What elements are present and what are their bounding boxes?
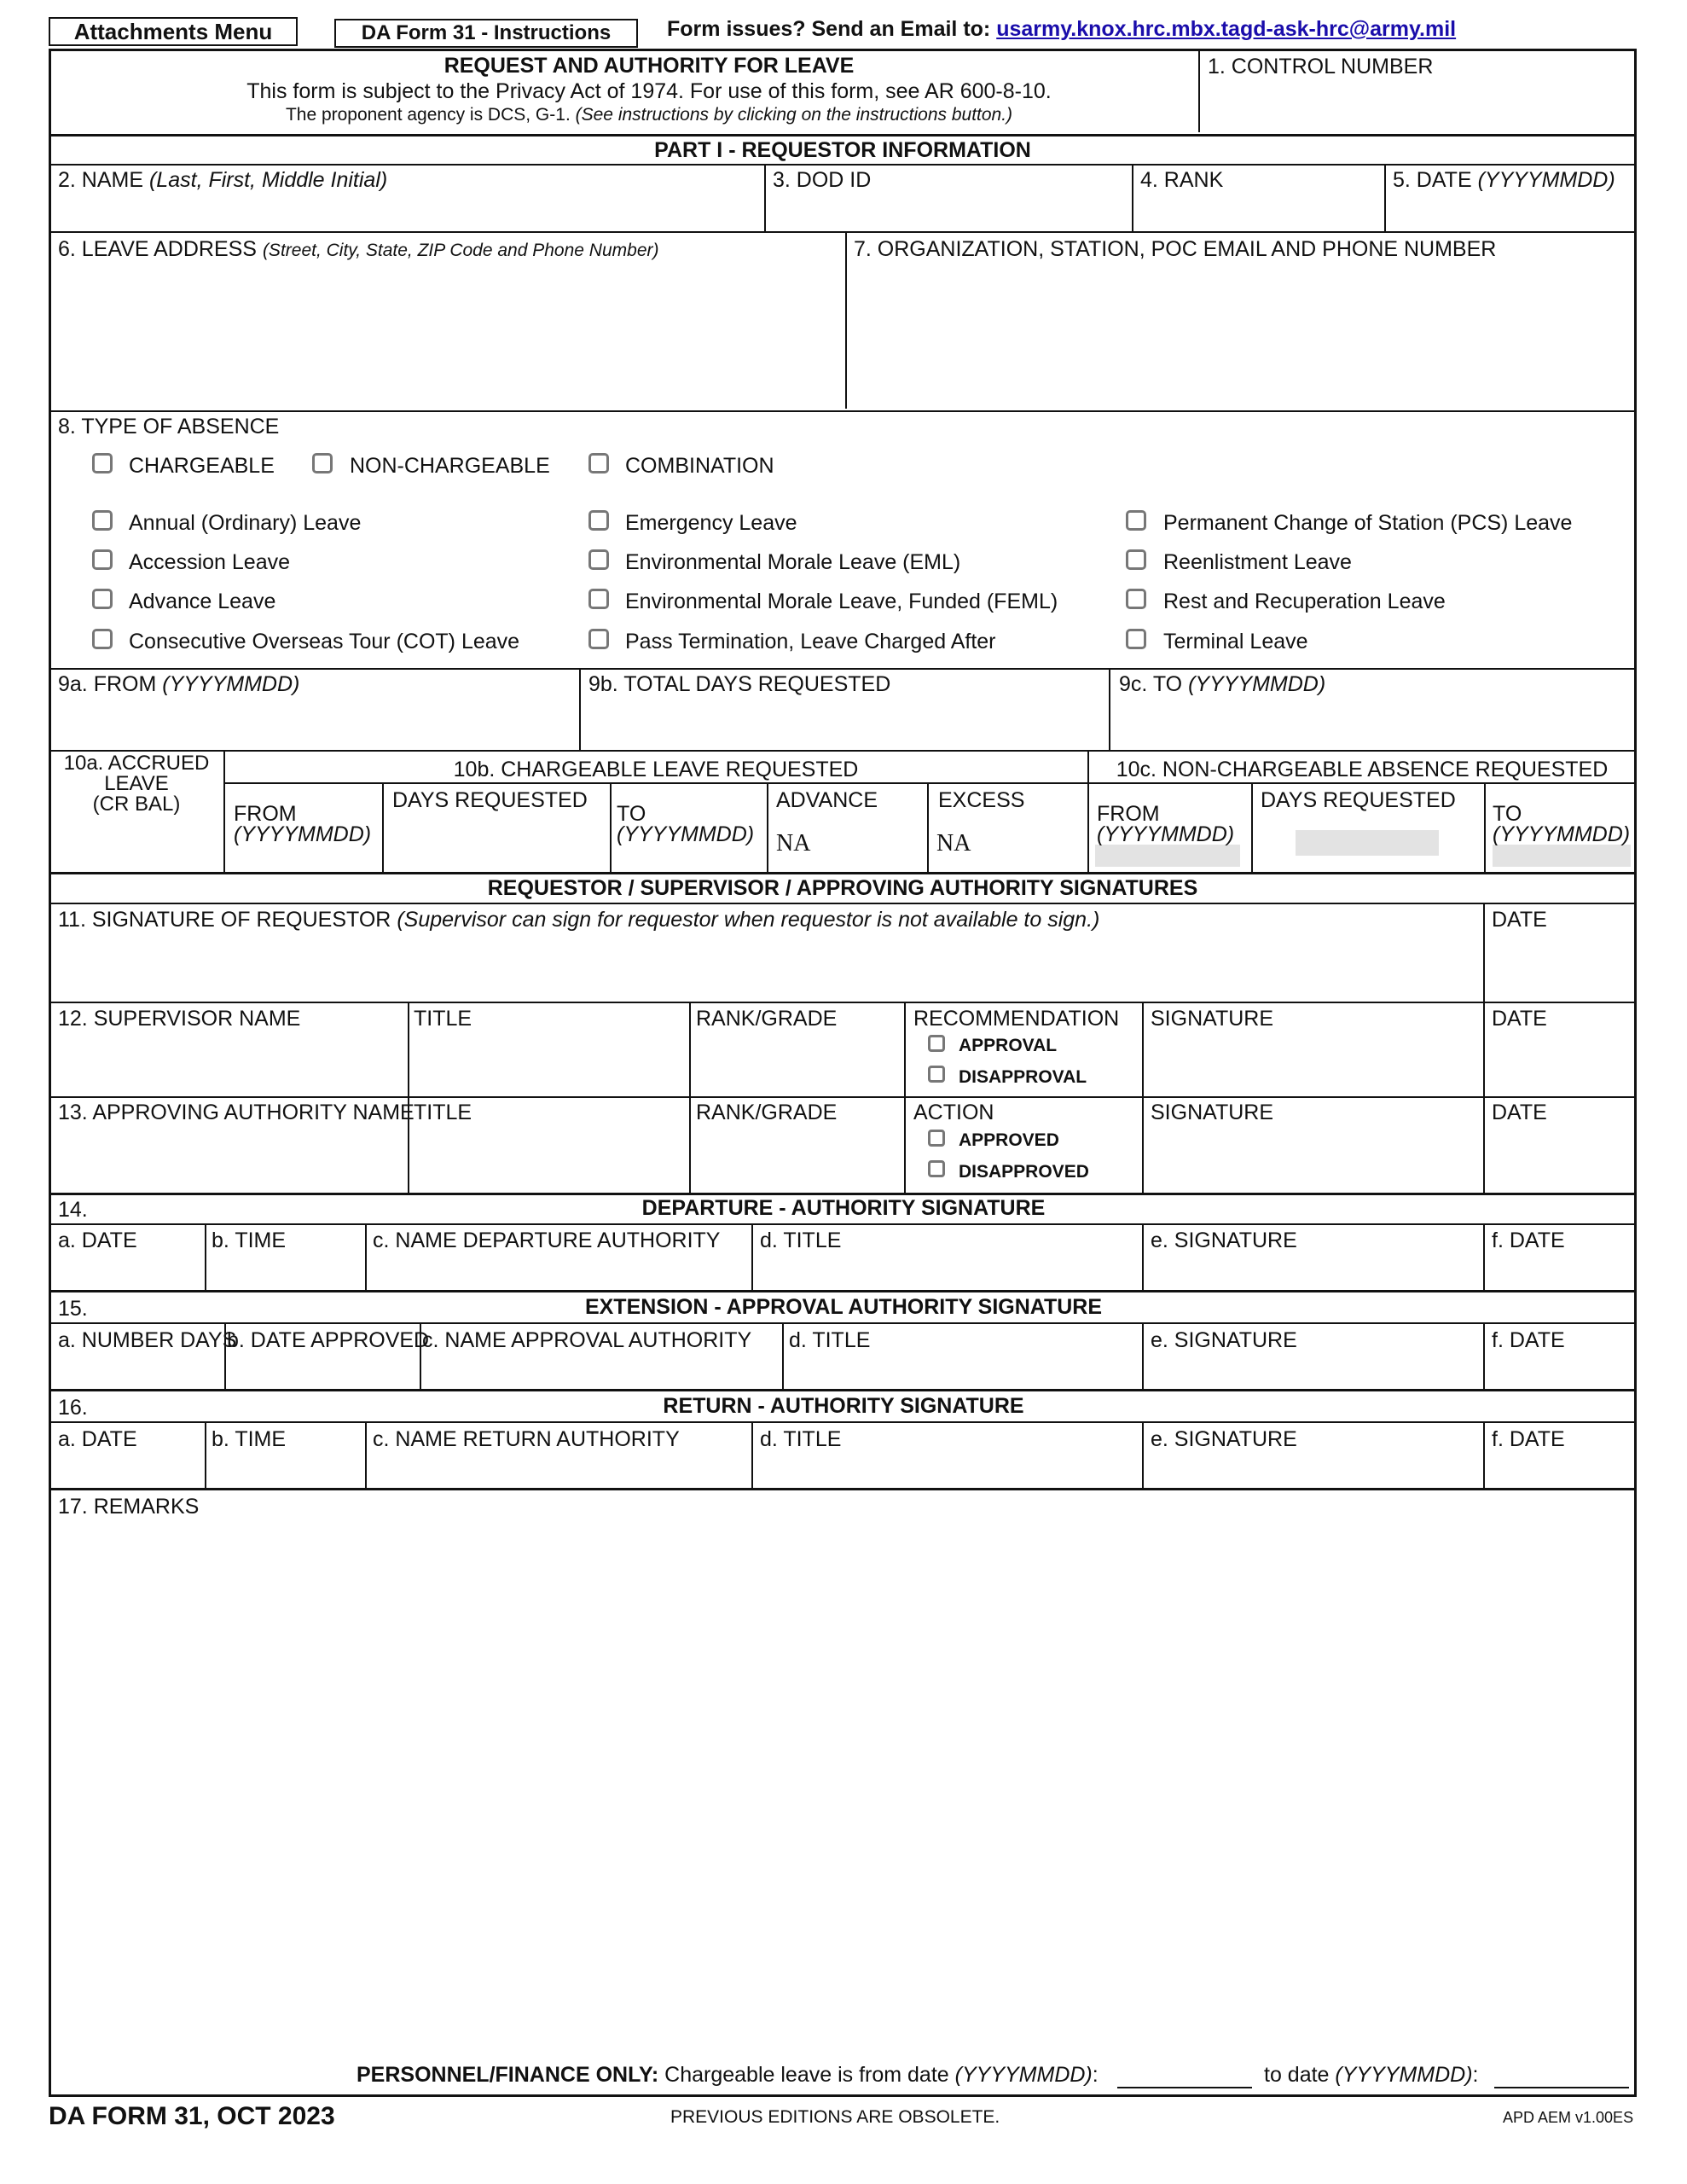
control-number-label: 1. CONTROL NUMBER xyxy=(1208,55,1434,78)
supervisor-signature-label: SIGNATURE xyxy=(1151,1007,1273,1031)
return-f-date-field[interactable] xyxy=(1486,1454,1633,1486)
disapproved-label: DISAPPROVED xyxy=(959,1162,1089,1182)
rank-label: 4. RANK xyxy=(1140,168,1224,192)
to-date-label xyxy=(1119,672,1325,696)
approval-checkbox[interactable] xyxy=(928,1035,945,1052)
eml-label: Environmental Morale Leave (EML) xyxy=(625,550,961,574)
departure-time-label: b. TIME xyxy=(212,1228,287,1252)
instructions-button[interactable]: DA Form 31 - Instructions xyxy=(334,19,638,48)
name-label-text: 2. NAME xyxy=(58,168,144,192)
chargeable-days-field[interactable] xyxy=(384,816,609,870)
accrued-leave-label xyxy=(51,753,222,815)
requestor-signature-text: 11. SIGNATURE OF REQUESTOR xyxy=(58,908,391,932)
divider xyxy=(49,1322,1636,1324)
requestor-date-label: DATE xyxy=(1492,908,1547,932)
accession-leave-checkbox[interactable] xyxy=(92,549,113,570)
approving-signature-field[interactable] xyxy=(1145,1128,1482,1191)
feml-checkbox[interactable] xyxy=(588,589,609,609)
divider xyxy=(49,872,1636,874)
departure-f-date-field[interactable] xyxy=(1486,1256,1633,1288)
chargeable-leave-heading: 10b. CHARGEABLE LEAVE REQUESTED xyxy=(453,758,859,781)
nonchargeable-to-hint: (YYYYMMDD) xyxy=(1493,822,1631,846)
divider xyxy=(49,1096,1636,1098)
approving-date-field[interactable] xyxy=(1486,1128,1633,1191)
rr-leave-checkbox[interactable] xyxy=(1126,589,1146,609)
emergency-leave-label: Emergency Leave xyxy=(625,511,797,535)
recommendation-label: RECOMMENDATION xyxy=(913,1007,1120,1031)
personnel-finance-line xyxy=(357,2063,1099,2088)
divider xyxy=(1484,783,1486,872)
extension-days-label: a. NUMBER DAYS xyxy=(58,1328,237,1352)
rr-leave-label: Rest and Recuperation Leave xyxy=(1163,590,1446,613)
form-issues-notice xyxy=(667,17,1456,42)
departure-title-label: d. TITLE xyxy=(760,1228,842,1252)
return-signature-label: e. SIGNATURE xyxy=(1151,1427,1297,1451)
divider xyxy=(845,232,847,409)
name-label xyxy=(58,168,387,192)
extension-authority-label: c. NAME APPROVAL AUTHORITY xyxy=(422,1328,752,1352)
from-date-label xyxy=(58,672,299,696)
signatures-heading: REQUESTOR / SUPERVISOR / APPROVING AUTHORITY SIGNATURES xyxy=(487,876,1198,900)
divider xyxy=(224,1323,226,1389)
chargeable-checkbox[interactable] xyxy=(92,453,113,473)
departure-time-field[interactable] xyxy=(207,1256,364,1288)
from-date-label-text: 9a. FROM xyxy=(58,672,157,696)
extension-signature-field[interactable] xyxy=(1145,1355,1482,1387)
nonchargeable-from-label: FROM xyxy=(1097,802,1160,826)
section-16-number: 16. xyxy=(58,1396,88,1420)
extension-f-date-field[interactable] xyxy=(1486,1355,1633,1387)
terminal-leave-checkbox[interactable] xyxy=(1126,629,1146,649)
return-title-field[interactable] xyxy=(754,1454,1141,1486)
requestor-date-field[interactable] xyxy=(1486,933,1633,1000)
approving-rank-field[interactable] xyxy=(692,1128,903,1191)
cot-leave-checkbox[interactable] xyxy=(92,629,113,649)
chargeable-from-hint: (YYYYMMDD) xyxy=(234,822,372,846)
divider xyxy=(1251,783,1253,872)
pf-bold: PERSONNEL/FINANCE ONLY: xyxy=(357,2063,659,2087)
supervisor-name-label: 12. SUPERVISOR NAME xyxy=(58,1007,301,1031)
support-email-link[interactable]: usarmy.knox.hrc.mbx.tagd-ask-hrc@army.mil xyxy=(996,17,1457,41)
return-authority-label: c. NAME RETURN AUTHORITY xyxy=(373,1427,680,1451)
disapproval-label: DISAPPROVAL xyxy=(959,1067,1087,1087)
pf-to-hint: (YYYYMMDD) xyxy=(1335,2063,1473,2087)
accession-leave-label: Accession Leave xyxy=(129,550,291,574)
to-date-field[interactable] xyxy=(1111,700,1633,749)
extension-f-date-label: f. DATE xyxy=(1492,1328,1565,1352)
pcs-leave-checkbox[interactable] xyxy=(1126,510,1146,531)
proponent-text: The proponent agency is DCS, G-1. xyxy=(285,105,571,125)
accrued-line2: LEAVE xyxy=(104,772,169,795)
extension-signature-label: e. SIGNATURE xyxy=(1151,1328,1297,1352)
approving-authority-field[interactable] xyxy=(51,1128,407,1191)
reenlistment-leave-label: Reenlistment Leave xyxy=(1163,550,1352,574)
extension-authority-field[interactable] xyxy=(422,1355,781,1387)
divider xyxy=(49,134,1636,136)
combination-label: COMBINATION xyxy=(625,454,774,478)
divider xyxy=(49,231,1636,233)
dod-id-field[interactable] xyxy=(766,195,1130,230)
chargeable-to-hint: (YYYYMMDD) xyxy=(617,822,755,846)
non-chargeable-checkbox[interactable] xyxy=(312,453,333,473)
return-date-label: a. DATE xyxy=(58,1427,137,1451)
divider xyxy=(751,1224,753,1290)
departure-title-field[interactable] xyxy=(754,1256,1141,1288)
return-time-label: b. TIME xyxy=(212,1427,287,1451)
extension-days-field[interactable] xyxy=(51,1355,223,1387)
extension-title-field[interactable] xyxy=(785,1355,1141,1387)
nonchargeable-days-label: DAYS REQUESTED xyxy=(1261,788,1456,812)
chargeable-days-label: DAYS REQUESTED xyxy=(392,788,588,812)
divider xyxy=(420,1323,421,1389)
date-field[interactable] xyxy=(1386,195,1633,230)
total-days-field[interactable] xyxy=(582,700,1108,749)
advance-leave-checkbox[interactable] xyxy=(92,589,113,609)
pass-termination-checkbox[interactable] xyxy=(588,629,609,649)
divider xyxy=(579,669,581,750)
divider xyxy=(365,1224,367,1290)
return-title-label: d. TITLE xyxy=(760,1427,842,1451)
disapproved-checkbox[interactable] xyxy=(928,1160,945,1177)
leave-address-field[interactable] xyxy=(51,263,844,408)
return-f-date-label: f. DATE xyxy=(1492,1427,1565,1451)
divider xyxy=(49,1389,1636,1391)
return-date-field[interactable] xyxy=(51,1454,204,1486)
divider xyxy=(49,1002,1636,1003)
divider xyxy=(751,1422,753,1488)
non-chargeable-label: NON-CHARGEABLE xyxy=(350,454,550,478)
excess-label: EXCESS xyxy=(938,788,1025,812)
approving-title-label: TITLE xyxy=(414,1101,472,1124)
terminal-leave-label: Terminal Leave xyxy=(1163,630,1308,653)
privacy-statement: This form is subject to the Privacy Act of 1974. For use of this form, see AR 600-8-10. xyxy=(246,79,1052,103)
pf-to-date-field[interactable] xyxy=(1494,2087,1629,2088)
divider xyxy=(1483,1422,1485,1488)
divider xyxy=(782,1323,784,1389)
departure-authority-label: c. NAME DEPARTURE AUTHORITY xyxy=(373,1228,721,1252)
divider xyxy=(49,1290,1636,1292)
divider xyxy=(1483,1224,1485,1290)
advance-leave-label: Advance Leave xyxy=(129,590,276,613)
approval-label: APPROVAL xyxy=(959,1036,1058,1055)
approving-title-field[interactable] xyxy=(410,1128,687,1191)
total-days-label: 9b. TOTAL DAYS REQUESTED xyxy=(588,672,891,696)
nonchargeable-days-field[interactable] xyxy=(1296,830,1439,856)
divider xyxy=(1142,1323,1144,1389)
supervisor-signature-field[interactable] xyxy=(1145,1034,1482,1094)
proponent-statement xyxy=(49,104,1249,126)
reenlistment-leave-checkbox[interactable] xyxy=(1126,549,1146,570)
accrued-line3: (CR BAL) xyxy=(92,793,181,816)
rank-field[interactable] xyxy=(1133,195,1383,230)
to-date-hint: (YYYYMMDD) xyxy=(1188,672,1326,696)
divider xyxy=(49,750,1636,752)
cot-leave-label: Consecutive Overseas Tour (COT) Leave xyxy=(129,630,520,653)
emergency-leave-checkbox[interactable] xyxy=(588,510,609,531)
obsolete-note: PREVIOUS EDITIONS ARE OBSOLETE. xyxy=(670,2107,1000,2127)
extension-heading: EXTENSION - APPROVAL AUTHORITY SIGNATURE xyxy=(584,1295,1103,1319)
extension-date-approved-label: b. DATE APPROVED xyxy=(227,1328,430,1352)
pcs-leave-label: Permanent Change of Station (PCS) Leave xyxy=(1163,511,1573,535)
extension-title-label: d. TITLE xyxy=(789,1328,871,1352)
form-id: DA FORM 31, OCT 2023 xyxy=(49,2102,335,2130)
remarks-field[interactable] xyxy=(55,1525,1634,2058)
departure-date-label: a. DATE xyxy=(58,1228,137,1252)
pf-to-label: to date xyxy=(1264,2063,1330,2087)
approving-rank-label: RANK/GRADE xyxy=(696,1101,838,1124)
pf-to-colon: : xyxy=(1472,2063,1479,2087)
pf-colon: : xyxy=(1092,2063,1099,2087)
return-heading: RETURN - AUTHORITY SIGNATURE xyxy=(663,1394,1024,1418)
requestor-signature-note: (Supervisor can sign for requestor when requestor is not available to sign.) xyxy=(397,908,1100,932)
divider xyxy=(1142,1422,1144,1488)
accrued-leave-field[interactable] xyxy=(51,819,222,870)
approving-signature-label: SIGNATURE xyxy=(1151,1101,1273,1124)
from-date-hint: (YYYYMMDD) xyxy=(162,672,300,696)
organization-label: 7. ORGANIZATION, STATION, POC EMAIL AND PHONE NUMBER xyxy=(854,237,1497,261)
divider xyxy=(1483,903,1485,1002)
departure-signature-field[interactable] xyxy=(1145,1256,1482,1288)
divider xyxy=(1109,669,1110,750)
supervisor-rank-field[interactable] xyxy=(692,1034,903,1094)
divider xyxy=(49,164,1636,166)
return-time-field[interactable] xyxy=(207,1454,364,1486)
approved-checkbox[interactable] xyxy=(928,1130,945,1147)
supervisor-name-field[interactable] xyxy=(51,1034,407,1094)
leave-address-label xyxy=(58,237,658,263)
approving-date-label: DATE xyxy=(1492,1101,1547,1124)
departure-authority-field[interactable] xyxy=(368,1256,751,1288)
nonchargeable-heading: 10c. NON-CHARGEABLE ABSENCE REQUESTED xyxy=(1116,758,1609,781)
pf-hint: (YYYYMMDD) xyxy=(954,2063,1093,2087)
control-number-field[interactable] xyxy=(1203,82,1633,131)
section-14-number: 14. xyxy=(58,1198,88,1222)
divider xyxy=(610,783,612,872)
excess-value: NA xyxy=(936,830,971,857)
nonchargeable-from-field[interactable] xyxy=(1095,845,1240,867)
chargeable-from-label: FROM xyxy=(234,802,297,826)
requestor-signature-field[interactable] xyxy=(51,933,1482,1000)
departure-f-date-label: f. DATE xyxy=(1492,1228,1565,1252)
divider xyxy=(49,1421,1636,1423)
type-of-absence-label: 8. TYPE OF ABSENCE xyxy=(58,415,280,439)
departure-signature-label: e. SIGNATURE xyxy=(1151,1228,1297,1252)
to-date-label-text: 9c. TO xyxy=(1119,672,1183,696)
version-label: APD AEM v1.00ES xyxy=(1503,2109,1634,2126)
annual-leave-label: Annual (Ordinary) Leave xyxy=(129,511,362,535)
divider xyxy=(767,783,768,872)
from-date-field[interactable] xyxy=(51,700,578,749)
part1-heading: PART I - REQUESTOR INFORMATION xyxy=(654,138,1031,162)
requestor-signature-label xyxy=(58,908,1099,932)
organization-field[interactable] xyxy=(848,263,1633,408)
pf-text: Chargeable leave is from date xyxy=(664,2063,949,2087)
form-header xyxy=(49,53,1249,126)
divider xyxy=(49,1193,1636,1195)
eml-checkbox[interactable] xyxy=(588,549,609,570)
feml-label: Environmental Morale Leave, Funded (FEML) xyxy=(625,590,1058,613)
annual-leave-checkbox[interactable] xyxy=(92,510,113,531)
date-label-text: 5. DATE xyxy=(1393,168,1472,192)
attachments-menu-button[interactable]: Attachments Menu xyxy=(49,17,298,46)
dod-id-label: 3. DOD ID xyxy=(773,168,872,192)
chargeable-label: CHARGEABLE xyxy=(129,454,275,478)
nonchargeable-to-field[interactable] xyxy=(1493,845,1631,867)
combination-checkbox[interactable] xyxy=(588,453,609,473)
divider xyxy=(1198,49,1200,132)
pf-to-date-text xyxy=(1264,2063,1478,2088)
approving-authority-label: 13. APPROVING AUTHORITY NAME xyxy=(58,1101,415,1124)
name-hint: (Last, First, Middle Initial) xyxy=(148,168,388,192)
date-hint: (YYYYMMDD) xyxy=(1477,168,1615,192)
divider xyxy=(49,410,1636,412)
supervisor-date-label: DATE xyxy=(1492,1007,1547,1031)
departure-date-field[interactable] xyxy=(51,1256,204,1288)
proponent-note: (See instructions by clicking on the instructions button.) xyxy=(575,105,1013,125)
pf-from-date-field[interactable] xyxy=(1117,2087,1252,2088)
supervisor-title-label: TITLE xyxy=(414,1007,472,1031)
divider xyxy=(1142,1224,1144,1290)
return-authority-field[interactable] xyxy=(368,1454,751,1486)
divider xyxy=(49,1488,1636,1490)
departure-heading: DEPARTURE - AUTHORITY SIGNATURE xyxy=(641,1196,1046,1220)
supervisor-title-field[interactable] xyxy=(410,1034,687,1094)
leave-address-label-text: 6. LEAVE ADDRESS xyxy=(58,237,257,261)
section-15-number: 15. xyxy=(58,1297,88,1321)
return-signature-field[interactable] xyxy=(1145,1454,1482,1486)
divider xyxy=(205,1224,206,1290)
divider xyxy=(49,903,1636,904)
form-issues-text: Form issues? Send an Email to: xyxy=(667,17,991,41)
divider xyxy=(223,782,1636,784)
divider xyxy=(365,1422,367,1488)
accrued-line1: 10a. ACCRUED xyxy=(63,752,210,775)
divider xyxy=(49,1223,1636,1225)
divider xyxy=(49,668,1636,670)
advance-label: ADVANCE xyxy=(776,788,878,812)
leave-address-hint: (Street, City, State, ZIP Code and Phone Number) xyxy=(262,241,659,260)
supervisor-rank-label: RANK/GRADE xyxy=(696,1007,838,1031)
chargeable-to-label: TO xyxy=(617,802,646,826)
disapproval-checkbox[interactable] xyxy=(928,1066,945,1083)
extension-date-approved-field[interactable] xyxy=(227,1355,419,1387)
supervisor-date-field[interactable] xyxy=(1486,1034,1633,1094)
nonchargeable-from-hint: (YYYYMMDD) xyxy=(1097,822,1235,846)
pass-termination-label: Pass Termination, Leave Charged After xyxy=(625,630,996,653)
divider xyxy=(1483,1323,1485,1389)
name-field[interactable] xyxy=(51,195,763,230)
divider xyxy=(205,1422,206,1488)
date-label xyxy=(1393,168,1615,192)
divider xyxy=(927,783,929,872)
advance-value: NA xyxy=(776,830,811,857)
form-title: REQUEST AND AUTHORITY FOR LEAVE xyxy=(443,54,855,78)
approved-label: APPROVED xyxy=(959,1130,1059,1150)
remarks-label: 17. REMARKS xyxy=(58,1495,200,1519)
action-label: ACTION xyxy=(913,1101,994,1124)
nonchargeable-to-label: TO xyxy=(1493,802,1522,826)
